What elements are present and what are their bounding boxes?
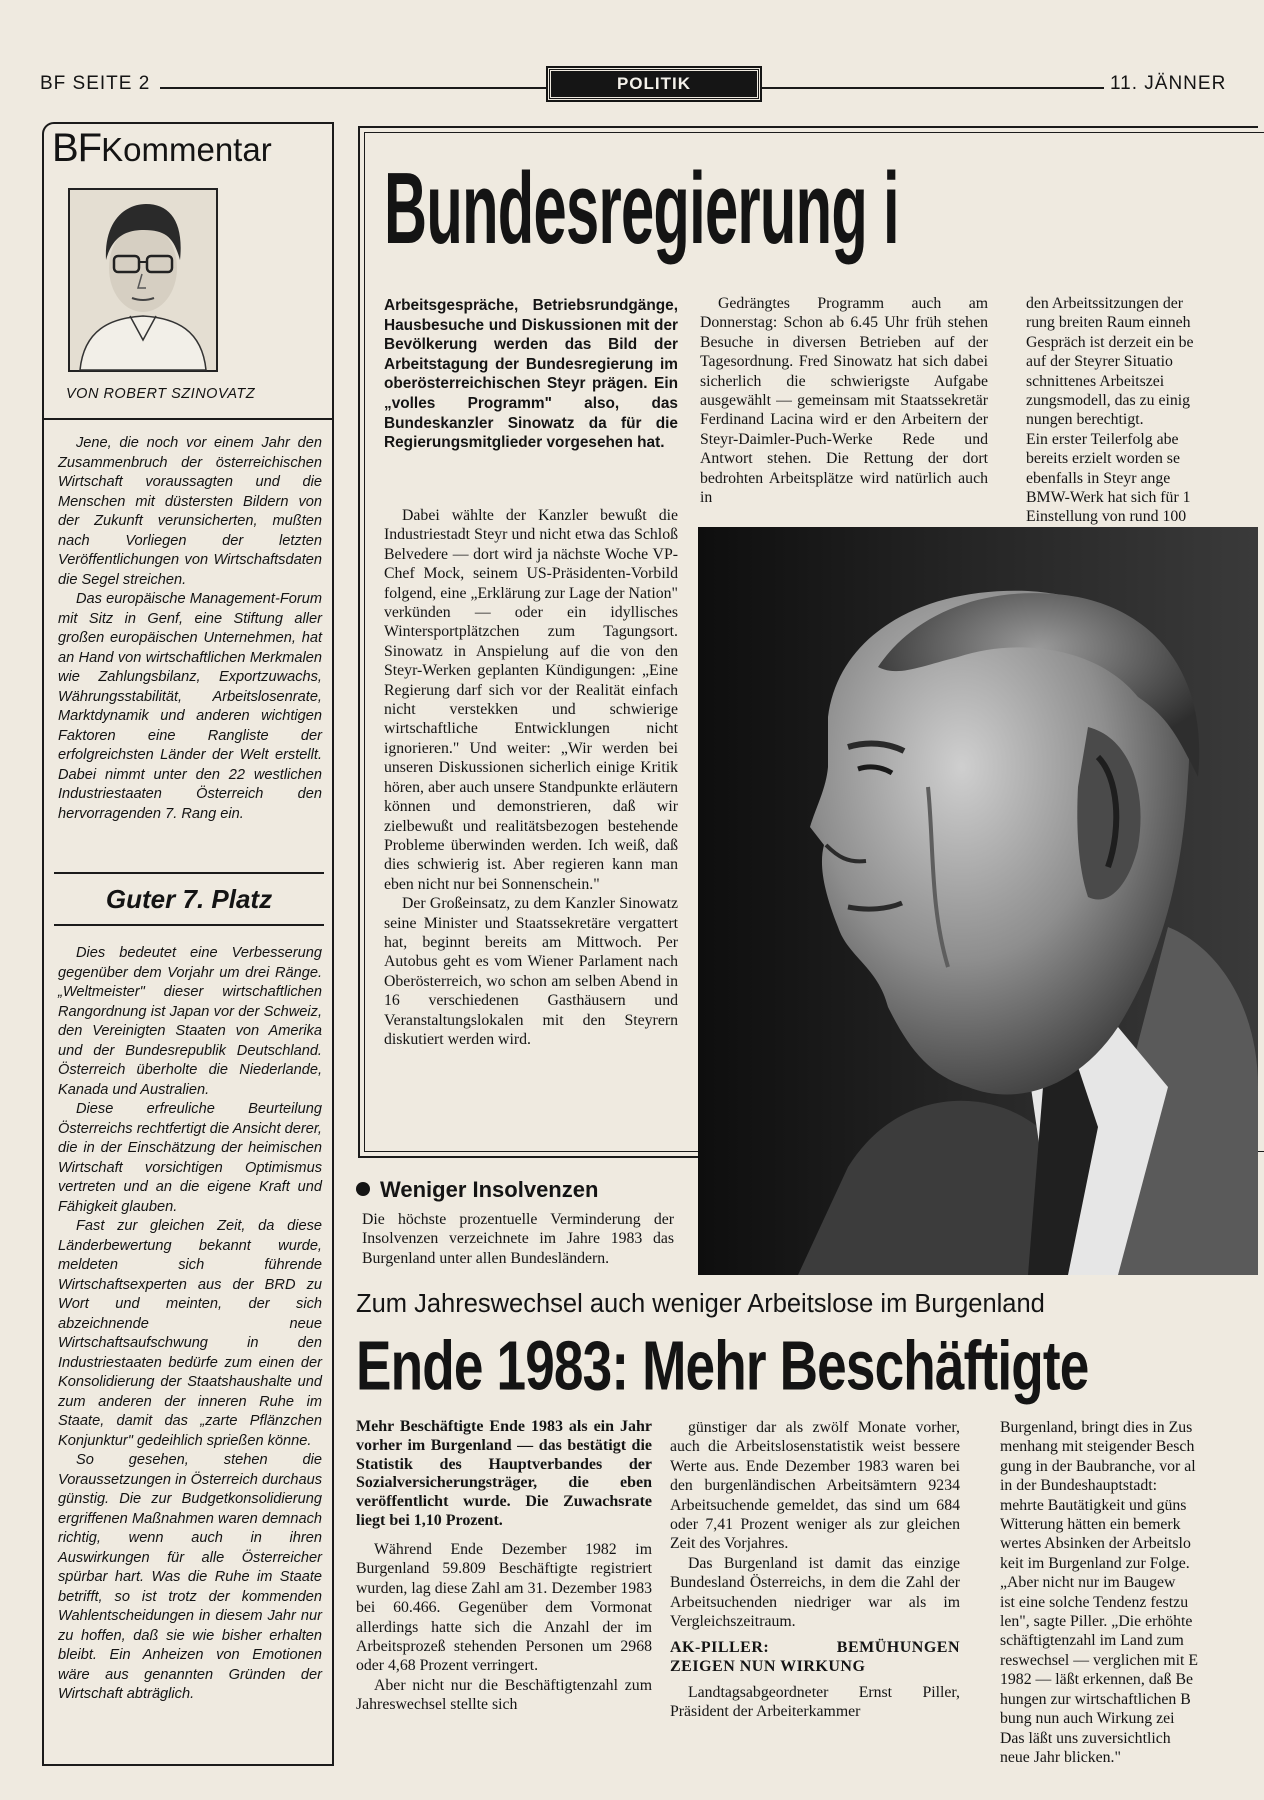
story-column-2 — [700, 294, 988, 507]
story-paragraph: Der Großeinsatz, zu dem Kanzler Sinowatz seine Minister und Staatssekretäre vergattert hat, beginnt bereits am Mittwoch. Per Autobus geht es vom Wiener Parlament nach Oberösterreich, wo schon am selben Abend in 16 verschiedenen Gasthäusern und Veranstaltungslokalen mit den Steyrern diskutiert werden wird. — [384, 895, 678, 1048]
story-line: Gespräch ist derzeit ein be — [1026, 333, 1194, 351]
story-column-1 — [384, 506, 678, 1049]
author-portrait — [68, 188, 218, 372]
comment-paragraph: Dies bedeutet eine Verbesserung gegenüber dem Vorjahr um drei Ränge. „Weltmeister" dieser wirtschaftlichen Rangordnung ist Japan vor der Schweiz, den Vereinigten Staaten von Amerika und der Bundesrepublik Deutschland. Österreich überholte die Niederlande, Kanada und Australien. — [58, 945, 322, 1098]
story2-line: len", sagte Piller. „Die erhöhte — [1000, 1613, 1193, 1631]
story2-line: hungen zur wirtschaftlichen B — [1000, 1690, 1191, 1708]
sidebar-text: Die höchste prozentuelle Verminderung der Insolvenzen verzeichnete im Jahre 1983 das Burgenland unter allen Bundesländern. — [362, 1211, 674, 1267]
comment-logo — [52, 126, 272, 171]
comment-subhead-text: Guter 7. Platz — [105, 884, 273, 914]
story-headline-wrap — [384, 148, 1252, 264]
story2-line: menhang mit steigender Besch — [1000, 1438, 1195, 1456]
section-label: POLITIK — [616, 74, 692, 93]
comment-subhead — [54, 872, 324, 926]
story2-paragraph: Aber nicht nur die Beschäftigtenzahl zum Jahreswechsel stellte sich — [356, 1676, 652, 1714]
comment-paragraph: Fast zur gleichen Zeit, da diese Länderbewertung bekannt wurde, meldeten sich führende Wirtschaftsexperten aus der BRD zu Wort und meinten, der sich abzeichnende neue Wirtschaftsaufschwung in den Industriestaaten bedürfe zum einen der Konsolidierung der Staatshaushalte und zum anderen der inneren Ruhe im Staate, damit das „zarte Pflänzchen Konjunktur" gedeihlich sprießen könne. — [58, 1218, 322, 1449]
news-photo — [698, 527, 1258, 1275]
story-line: Einstellung von rund 100 — [1026, 508, 1187, 526]
story2-line: keit im Burgenland zur Folge. — [1000, 1554, 1190, 1572]
story-line: BMW-Werk hat sich für 1 — [1026, 489, 1191, 507]
story2-paragraph: Landtagsabgeordneter Ernst Piller, Präsident der Arbeiterkammer — [670, 1684, 960, 1721]
story2-line: ist eine solche Tendenz festzu — [1000, 1593, 1189, 1611]
story2-paragraph: Während Ende Dezember 1982 im Burgenland 59.809 Beschäftigte registriert wurden, lag diese Zahl am 31. Dezember 1983 bei 60.466. Gegenüber dem Vormonat allerdings hatte sich die Anzahl der im Arbeitsprozeß stehenden Personen um 2968 oder 4,68 Prozent verringert. — [356, 1541, 652, 1675]
story2-line: bung nun auch Wirkung zei — [1000, 1710, 1175, 1728]
story-paragraph: Gedrängtes Programm auch am Donnerstag: Schon ab 6.45 Uhr früh stehen Besuche in diversen Betrieben auf der Tagesordnung. Fred Sinowatz hat sich dabei sicherlich die schwierigste Aufgabe ausgewählt — gemeinsam mit Staatssekretär Ferdinand Lacina wird er den Arbeitern der Steyr-Daimler-Puch-Werke Rede und Antwort stehen. Die Rettung der dort bedrohten Arbeitsplätze wird natürlich auch in — [700, 295, 988, 507]
story2-line: gung in der Baubranche, vor al — [1000, 1457, 1196, 1475]
story-line: schnittenes Arbeitszei — [1026, 372, 1165, 390]
comment-body-b — [58, 944, 322, 1705]
story2-line: 1982 — läßt erkennen, daß Be — [1000, 1671, 1194, 1689]
logo-bf: BF — [52, 126, 102, 170]
story2-column-3 — [982, 1418, 1240, 1778]
comment-body-a — [58, 434, 322, 824]
story2-line: wertes Absinken der Arbeitslo — [1000, 1535, 1191, 1553]
section-tag — [548, 68, 760, 100]
story2-kicker: Zum Jahreswechsel auch weniger Arbeitslose im Burgenland — [356, 1290, 1045, 1318]
story-line: nungen berechtigt. — [1026, 411, 1144, 429]
story-line: zungsmodell, das zu einig — [1026, 392, 1191, 410]
header-rule-left — [160, 87, 548, 89]
story2-column-2 — [670, 1418, 960, 1722]
story2-line: Das läßt uns zuversichtlich — [1000, 1729, 1171, 1747]
bullet-icon — [356, 1182, 370, 1196]
story2-line: Burgenland, bringt dies in Zus — [1000, 1419, 1193, 1436]
comment-paragraph: Jene, die noch vor einem Jahr den Zusammenbruch der österreichischen Wirtschaft voraussagten und die Menschen mit düstersten Bildern von der Zukunft verunsicherten, mußten nach Vorliegen der letzten Veröffentlichungen von Wirtschaftsdaten die Segel streichen. — [58, 435, 322, 588]
page-label: BF SEITE 2 — [40, 73, 151, 94]
story-line: auf der Steyrer Situatio — [1026, 353, 1173, 371]
story2-subhead: AK-PILLER: BEMÜHUNGEN ZEIGEN NUN WIRKUNG — [670, 1639, 960, 1676]
story2-line: neue Jahr blicken." — [1000, 1748, 1121, 1766]
story-line: bereits erzielt worden se — [1026, 450, 1180, 468]
sidebar-title-text: Weniger Insolvenzen — [380, 1177, 599, 1202]
story2-line: reswechsel — verglichen mit E — [1000, 1651, 1198, 1669]
story-line: Ein erster Teilerfolg abe — [1026, 430, 1179, 448]
issue-date: 11. JÄNNER — [1110, 73, 1227, 94]
story2-line: „Aber nicht nur im Baugew — [1000, 1574, 1176, 1592]
comment-paragraph: So gesehen, stehen die Voraussetzungen in Österreich durchaus günstig. Die zur Budgetkonsolidierung ergriffenen Maßnahmen waren demnach richtig, wenn auch in ihren Auswirkungen für alle Österreicher spürbar hart. Was die Ruhe im Staate betrifft, so ist trotz der kommenden Wahlentscheidungen in diesem Jahr nur zu hoffen, daß sie wie bisher erhalten bleibt. Ein Anheizen von Emotionen wäre aus genannten Gründen der Wirtschaft abträglich. — [58, 1452, 322, 1702]
story2-column-1 — [356, 1540, 652, 1715]
sidebar-title — [356, 1177, 598, 1203]
story2-paragraph: günstiger dar als zwölf Monate vorher, auch die Arbeitslosenstatistik weist bessere Werte aus. Ende Dezember 1983 waren bei den burgenländischen Arbeitsämtern 9234 Arbeitsuchende gemeldet, das sind um 684 oder 7,41 Prozent weniger als zur gleichen Zeit des Vorjahres. — [670, 1419, 960, 1553]
story-line: rung breiten Raum einneh — [1026, 314, 1191, 332]
comment-paragraph: Das europäische Management-Forum mit Sitz in Genf, eine Stiftung aller großen europäischen Unternehmen, hat an Hand von wirtschaftlichen Merkmalen wie Zahlungsbilanz, Exportzuwachs, Währungsstabilität, Arbeitslosenrate, Marktdynamik und anderen wichtigen Faktoren eine Rangliste der erfolgreichsten Länder der Welt erstellt. Dabei nimmt unter den 22 westlichen Industriestaaten Österreich den hervorragenden 7. Rang ein. — [58, 591, 322, 822]
story-line: den Arbeitssitzungen der — [1026, 295, 1184, 312]
comment-paragraph: Diese erfreuliche Beurteilung Österreichs rechtfertigt die Ansicht derer, die in der Einschätzung der heimischen Wirtschaft vorsichtigen Optimismus vertreten und an die eigene Kraft und Fähigkeit glauben. — [58, 1101, 322, 1215]
story2-paragraph: Das Burgenland ist damit das einzige Bundesland Österreichs, in dem die Zahl der Arbeitsuchenden niedriger war als im Vergleichszeitraum. — [670, 1554, 960, 1631]
story-paragraph: Dabei wählte der Kanzler bewußt die Industriestadt Steyr und nicht etwa das Schloß Belvedere — dort wird ja nächste Woche VP-Chef Mock, seinem US-Präsidenten-Vorbild folgend, eine „Erklärung zur Lage der Nation" verkünden — oder ein idyllisches Wintersportplätzchen zum Tagungsort. Sinowatz in Anspielung auf die von den Steyr-Werken geplanten Kündigungen: „Eine Regierung darf sich vor der Realität einfach nicht verstekken und schwierige wirtschaftliche Entwicklungen nicht ignorieren." Und weiter: „Wir werden bei unseren Diskussionen sicherlich einige Kritik hören, aber auch unsere Standpunkte erläutern können und demonstrieren, daß wir zielbewußt und realitätsbezogen bestehende Probleme überwinden werden. Ich weiß, daß dies schwierig ist. Aber regieren kann man eben nicht nur bei Sonnenschein." — [384, 507, 678, 893]
story2-line: mehrte Bautätigkeit und güns — [1000, 1496, 1187, 1514]
story2-headline: Ende 1983: Mehr Beschäftigte — [356, 1327, 1089, 1405]
story2-line: in der Bundeshauptstadt: — [1000, 1477, 1158, 1495]
story-line: ebenfalls in Steyr ange — [1026, 469, 1171, 487]
story2-line: schäftigtenzahl im Land zum — [1000, 1632, 1184, 1650]
news-photo-drawing — [698, 527, 1258, 1275]
header-rule-right — [762, 87, 1104, 89]
story-lead: Arbeitsgespräche, Betriebsrundgänge, Hausbesuche und Diskussionen mit der Bevölkerung werden das Bild der Arbeitstagung der Bundesregierung im oberösterreichischen Steyr prägen. Ein „volles Programm" also, das Bundeskanzler Sinowatz da für die Regierungsmitglieder vorgesehen hat. — [384, 297, 678, 452]
story2-line: Witterung hätten ein bemerk — [1000, 1516, 1181, 1534]
story-column-3 — [1008, 294, 1238, 526]
story2-lead: Mehr Beschäftigte Ende 1983 als ein Jahr vorher im Burgenland — das bestätigt die Statistik des Hauptverbandes der Sozialversicherungsträger, die eben veröffentlicht wurde. Die Zuwachsrate liegt bei 1,10 Prozent. — [356, 1418, 652, 1529]
author-portrait-drawing — [70, 190, 216, 370]
logo-kommentar: Kommentar — [101, 131, 272, 168]
story2-headline-wrap — [356, 1326, 1256, 1408]
story-headline: Bundesregierung i — [384, 151, 899, 265]
comment-byline: VON ROBERT SZINOVATZ — [66, 386, 256, 402]
